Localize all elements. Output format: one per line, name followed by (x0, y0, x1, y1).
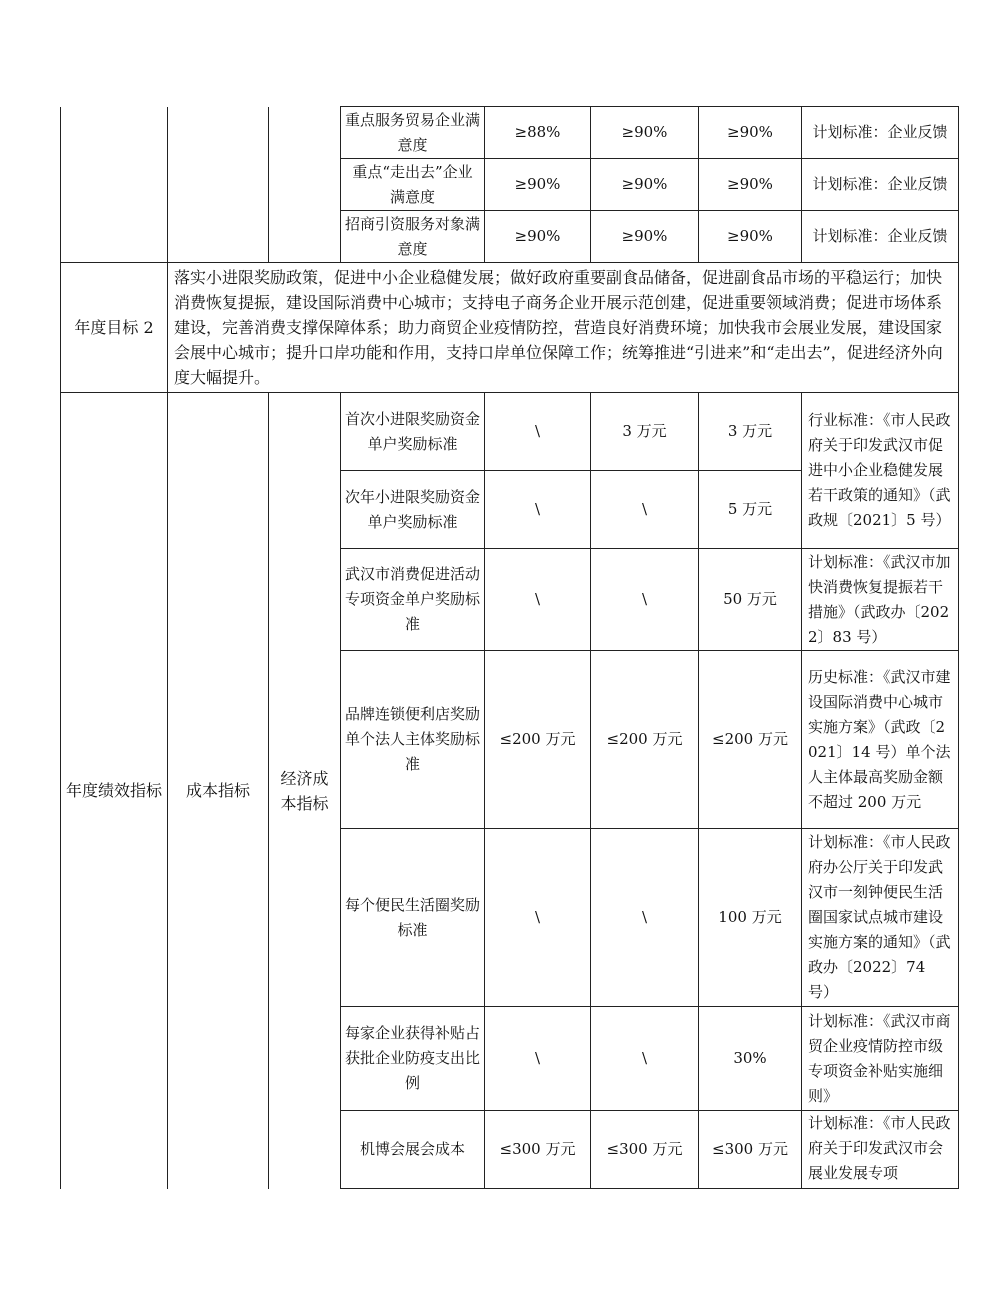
value-cell: \ (485, 829, 591, 1007)
value-cell: ≤200 万元 (699, 651, 802, 829)
value-cell: 3 万元 (699, 393, 802, 471)
goal-text: 落实小进限奖励政策，促进中小企业稳健发展；做好政府重要副食品储备，促进副食品市场的平稳运行；加快消费恢复提振，建设国际消费中心城市；支持电子商务企业开展示范创建，促进重要领域消费；促进市场体系建设，完善消费支撑保障体系；助力商贸企业疫情防控，营造良好消费环境；加快我市会展业发展，建设国家会展中心城市；提升口岸功能和作用，支持口岸单位保障工作；统筹推进“引进来”和“走出去”，促进经济外向度大幅提升。 (168, 263, 959, 393)
source-cell: 计划标准：《市人民政府办公厅关于印发武汉市一刻钟便民生活圈国家试点城市建设实施方案的通知》（武政办〔2022〕74 号） (802, 829, 959, 1007)
indicator-name: 重点服务贸易企业满意度 (341, 107, 485, 159)
source-cell: 计划标准：企业反馈 (802, 159, 959, 211)
indicator-name: 次年小进限奖励资金单户奖励标准 (341, 471, 485, 549)
indicator-name: 品牌连锁便利店奖励单个法人主体奖励标准 (341, 651, 485, 829)
value-cell: ≥90% (699, 107, 802, 159)
source-cell: 计划标准：《武汉市加快消费恢复提振若干措施》（武政办〔2022〕83 号） (802, 549, 959, 651)
indicator-name: 重点“走出去”企业满意度 (341, 159, 485, 211)
value-cell: \ (591, 471, 699, 549)
table-row (61, 107, 959, 159)
indicator-name: 招商引资服务对象满意度 (341, 211, 485, 263)
value-cell: ≤200 万元 (485, 651, 591, 829)
value-cell: ≥90% (591, 107, 699, 159)
value-cell: ≥90% (699, 159, 802, 211)
source-cell: 计划标准：企业反馈 (802, 107, 959, 159)
value-cell: \ (485, 1007, 591, 1111)
value-cell: 30% (699, 1007, 802, 1111)
value-cell: ≥88% (485, 107, 591, 159)
source-cell: 计划标准：《市人民政府关于印发武汉市会展业发展专项 (802, 1111, 959, 1189)
performance-table (60, 106, 959, 1189)
value-cell: \ (485, 471, 591, 549)
value-cell: ≥90% (591, 159, 699, 211)
value-cell: ≥90% (485, 211, 591, 263)
value-cell: \ (485, 393, 591, 471)
value-cell: \ (485, 549, 591, 651)
indicator-name: 每个便民生活圈奖励标准 (341, 829, 485, 1007)
value-cell: ≥90% (699, 211, 802, 263)
empty-cell (269, 107, 341, 263)
perf-level3: 经济成本指标 (269, 393, 341, 1189)
empty-cell (61, 107, 168, 263)
source-cell: 行业标准：《市人民政府关于印发武汉市促进中小企业稳健发展若干政策的通知》（武政规〔2021〕5 号） (802, 393, 959, 549)
value-cell: \ (591, 549, 699, 651)
value-cell: \ (591, 829, 699, 1007)
value-cell: 5 万元 (699, 471, 802, 549)
goal-row (61, 263, 959, 393)
source-cell: 计划标准：企业反馈 (802, 211, 959, 263)
value-cell: ≥90% (485, 159, 591, 211)
value-cell: ≤300 万元 (591, 1111, 699, 1189)
table-row (61, 393, 959, 471)
value-cell: 100 万元 (699, 829, 802, 1007)
value-cell: 50 万元 (699, 549, 802, 651)
indicator-name: 每家企业获得补贴占获批企业防疫支出比例 (341, 1007, 485, 1111)
perf-level1: 年度绩效指标 (61, 393, 168, 1189)
value-cell: \ (591, 1007, 699, 1111)
source-cell: 历史标准：《武汉市建设国际消费中心城市实施方案》（武政〔2021〕14 号）单个法人主体最高奖励金额不超过 200 万元 (802, 651, 959, 829)
indicator-name: 武汉市消费促进活动专项资金单户奖励标准 (341, 549, 485, 651)
source-cell: 计划标准：《武汉市商贸企业疫情防控市级专项资金补贴实施细则》 (802, 1007, 959, 1111)
value-cell: ≥90% (591, 211, 699, 263)
indicator-name: 首次小进限奖励资金单户奖励标准 (341, 393, 485, 471)
value-cell: ≤200 万元 (591, 651, 699, 829)
goal-label: 年度目标 2 (61, 263, 168, 393)
perf-level2: 成本指标 (168, 393, 269, 1189)
empty-cell (168, 107, 269, 263)
value-cell: 3 万元 (591, 393, 699, 471)
value-cell: ≤300 万元 (699, 1111, 802, 1189)
indicator-name: 机博会展会成本 (341, 1111, 485, 1189)
value-cell: ≤300 万元 (485, 1111, 591, 1189)
